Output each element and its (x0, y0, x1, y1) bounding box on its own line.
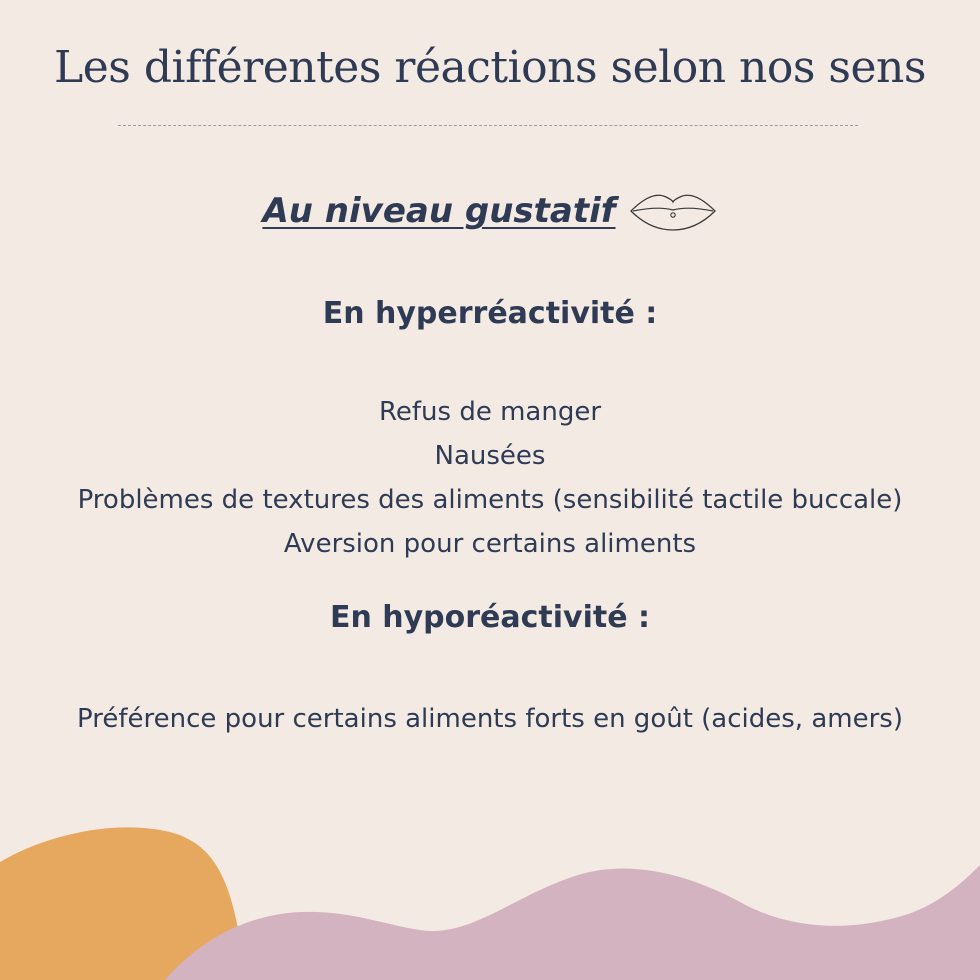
section-heading (0, 188, 980, 234)
hyperreactivity-list (0, 390, 980, 566)
list-item: Nausées (434, 441, 546, 471)
list-item: Aversion pour certains aliments (283, 529, 697, 559)
pink-wave-shape (165, 865, 980, 980)
list-item: Problèmes de textures des aliments (sensibilité tactile buccale) (77, 485, 903, 515)
hyporeactivity-list (0, 697, 980, 741)
list-item: Refus de manger (378, 397, 602, 427)
hyporeactivity-heading: En hyporéactivité : (329, 600, 651, 635)
lips-icon (628, 188, 718, 234)
dashed-divider (118, 125, 858, 126)
decorative-waves (0, 820, 980, 980)
list-item: Préférence pour certains aliments forts en goût (acides, amers) (77, 704, 903, 734)
page-title: Les différentes réactions selon nos sens (54, 42, 926, 93)
section-title: Au niveau gustatif (262, 191, 616, 231)
hyperreactivity-heading: En hyperréactivité : (322, 296, 658, 331)
